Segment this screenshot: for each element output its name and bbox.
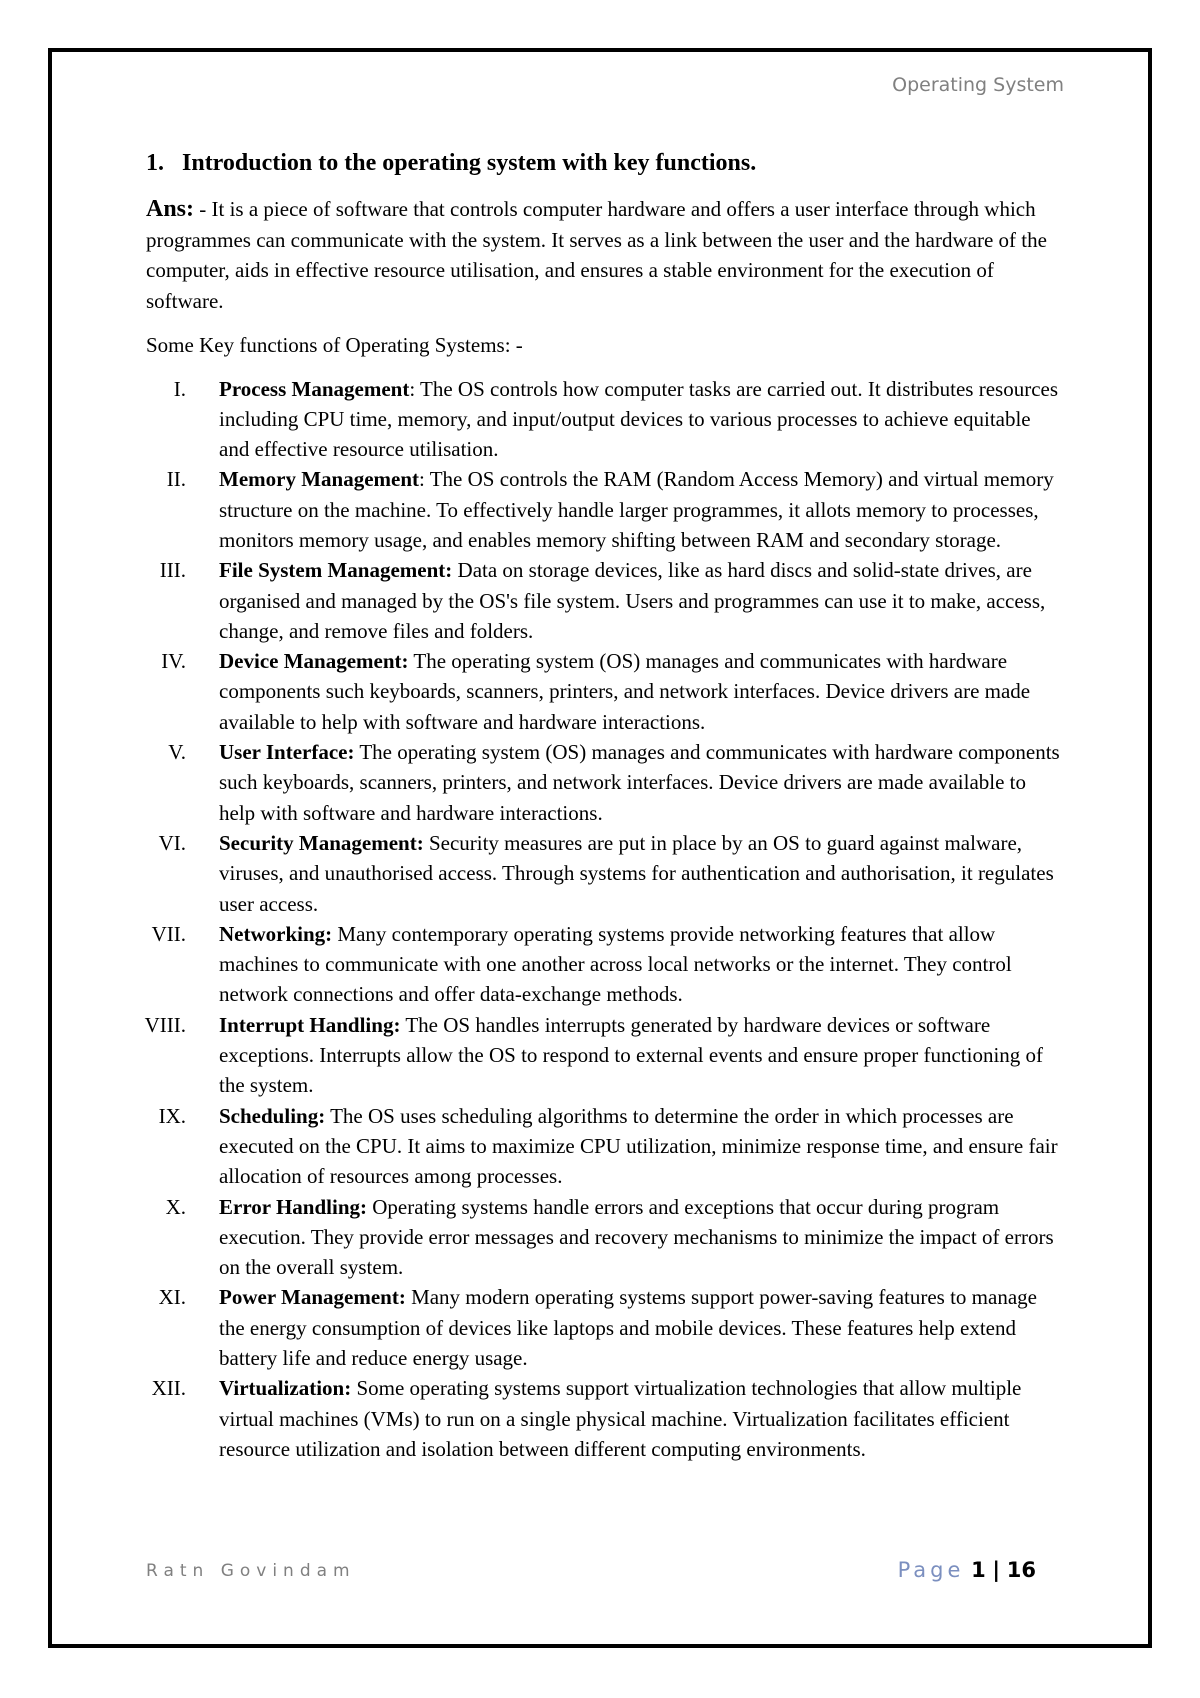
question-heading: [146, 146, 1061, 180]
page-word: Page: [897, 1558, 965, 1582]
list-numeral: VI.: [158, 830, 186, 855]
list-numeral: I.: [173, 376, 186, 401]
list-text: The OS uses scheduling algorithms to determine the order in which processes are executed on the CPU. It aims to maximize CPU utilization, minimize response time, and ensure fair allocation of resources among processes.: [219, 1103, 1058, 1189]
list-term: Device Management:: [219, 649, 409, 674]
list-text: Some operating systems support virtualization technologies that allow multiple virtual machines (VMs) to run on a single physical machine. Virtualization facilitates efficient resource utilization and isolation between different computing environments.: [219, 1376, 1022, 1461]
page-current: 1: [971, 1558, 986, 1582]
list-numeral: II.: [166, 467, 186, 492]
running-header: Operating System: [892, 74, 1064, 96]
list-item: [146, 1101, 1061, 1192]
footer-author: Ratn Govindam: [146, 1561, 356, 1581]
list-text: : The OS controls the RAM (Random Access Memory) and virtual memory structure on the machine. To effectively handle larger programmes, it allots memory to processes, monitors memory usage, and enables memory shifting between RAM and secondary storage.: [219, 467, 1054, 552]
list-numeral: VIII.: [144, 1012, 186, 1037]
list-term: Security Management:: [219, 830, 424, 855]
list-term: Interrupt Handling:: [219, 1012, 401, 1037]
question-number: 1.: [146, 150, 164, 176]
list-numeral: III.: [159, 558, 186, 583]
list-numeral: VII.: [151, 921, 186, 946]
list-numeral: XI.: [158, 1285, 186, 1310]
list-term: Scheduling:: [219, 1103, 326, 1128]
list-item: [146, 737, 1061, 828]
list-text: : The OS controls how computer tasks are carried out. It distributes resources including CPU time, memory, and input/output devices to various processes to achieve equitable and effective resource utilisation.: [219, 376, 1059, 462]
document-body: [146, 146, 1061, 1464]
list-term: Process Management: [219, 376, 410, 401]
list-item: [146, 1192, 1061, 1283]
list-text: The OS handles interrupts generated by hardware devices or software exceptions. Interrupts allow the OS to respond to external events and ensure proper functioning of the system.: [219, 1012, 1044, 1098]
list-numeral: IV.: [161, 649, 186, 674]
list-numeral: V.: [168, 740, 186, 765]
list-item: [146, 464, 1061, 555]
list-term: Power Management:: [219, 1285, 406, 1310]
list-term: Virtualization:: [219, 1376, 352, 1401]
functions-intro: Some Key functions of Operating Systems: -: [146, 333, 523, 357]
list-text: Operating systems handle errors and exceptions that occur during program execution. They provide error messages and recovery mechanisms to minimize the impact of errors on the overall system.: [219, 1194, 1054, 1280]
list-numeral: IX.: [158, 1103, 186, 1128]
list-item: [146, 374, 1061, 465]
list-text: The operating system (OS) manages and communicates with hardware components such keyboards, scanners, printers, and network interfaces. Device drivers are made available to help with software and hardware interactions.: [219, 649, 1031, 734]
page-total: 16: [1006, 1558, 1036, 1582]
functions-list: [146, 374, 1061, 1465]
list-term: Error Handling:: [219, 1194, 367, 1219]
list-item: [146, 646, 1061, 737]
list-term: File System Management:: [219, 558, 453, 583]
list-term: User Interface:: [219, 740, 355, 765]
list-term: Networking:: [219, 921, 333, 946]
list-item: [146, 1282, 1061, 1373]
list-item: [146, 1373, 1061, 1464]
list-numeral: X.: [165, 1194, 186, 1219]
question-text: Introduction to the operating system with key functions.: [182, 150, 757, 176]
answer-text: - It is a piece of software that controls computer hardware and offers a user interface through which programmes can communicate with the system. It serves as a link between the user and the hardware of the computer, aids in effective resource utilisation, and ensures a stable environment for the execution of software.: [146, 197, 1047, 313]
page-number: [898, 1558, 1036, 1582]
list-text: Many modern operating systems support power-saving features to manage the energy consumption of devices like laptops and mobile devices. These features help extend battery life and reduce energy usage.: [219, 1285, 1037, 1370]
answer-label: Ans:: [146, 196, 195, 222]
list-numeral: XII.: [151, 1376, 186, 1401]
list-item: [146, 828, 1061, 919]
list-text: Data on storage devices, like as hard discs and solid-state drives, are organised and managed by the OS's file system. Users and programmes can use it to make, access, change, and remove files and folders.: [219, 558, 1046, 643]
list-text: Many contemporary operating systems provide networking features that allow machines to communicate with one another across local networks or the internet. They control network connections and offer data-exchange methods.: [219, 921, 1012, 1007]
page-separator: |: [992, 1558, 1001, 1582]
list-item: [146, 919, 1061, 1010]
list-item: [146, 555, 1061, 646]
list-item: [146, 1010, 1061, 1101]
list-text: The operating system (OS) manages and communicates with hardware components such keyboards, scanners, printers, and network interfaces. Device drivers are made available to help with software and hardware interactions.: [219, 740, 1060, 825]
answer-paragraph: [146, 194, 1061, 316]
list-text: Security measures are put in place by an OS to guard against malware, viruses, and unauthorised access. Through systems for authentication and authorisation, it regulates user access.: [219, 830, 1054, 916]
list-term: Memory Management: [219, 467, 420, 492]
